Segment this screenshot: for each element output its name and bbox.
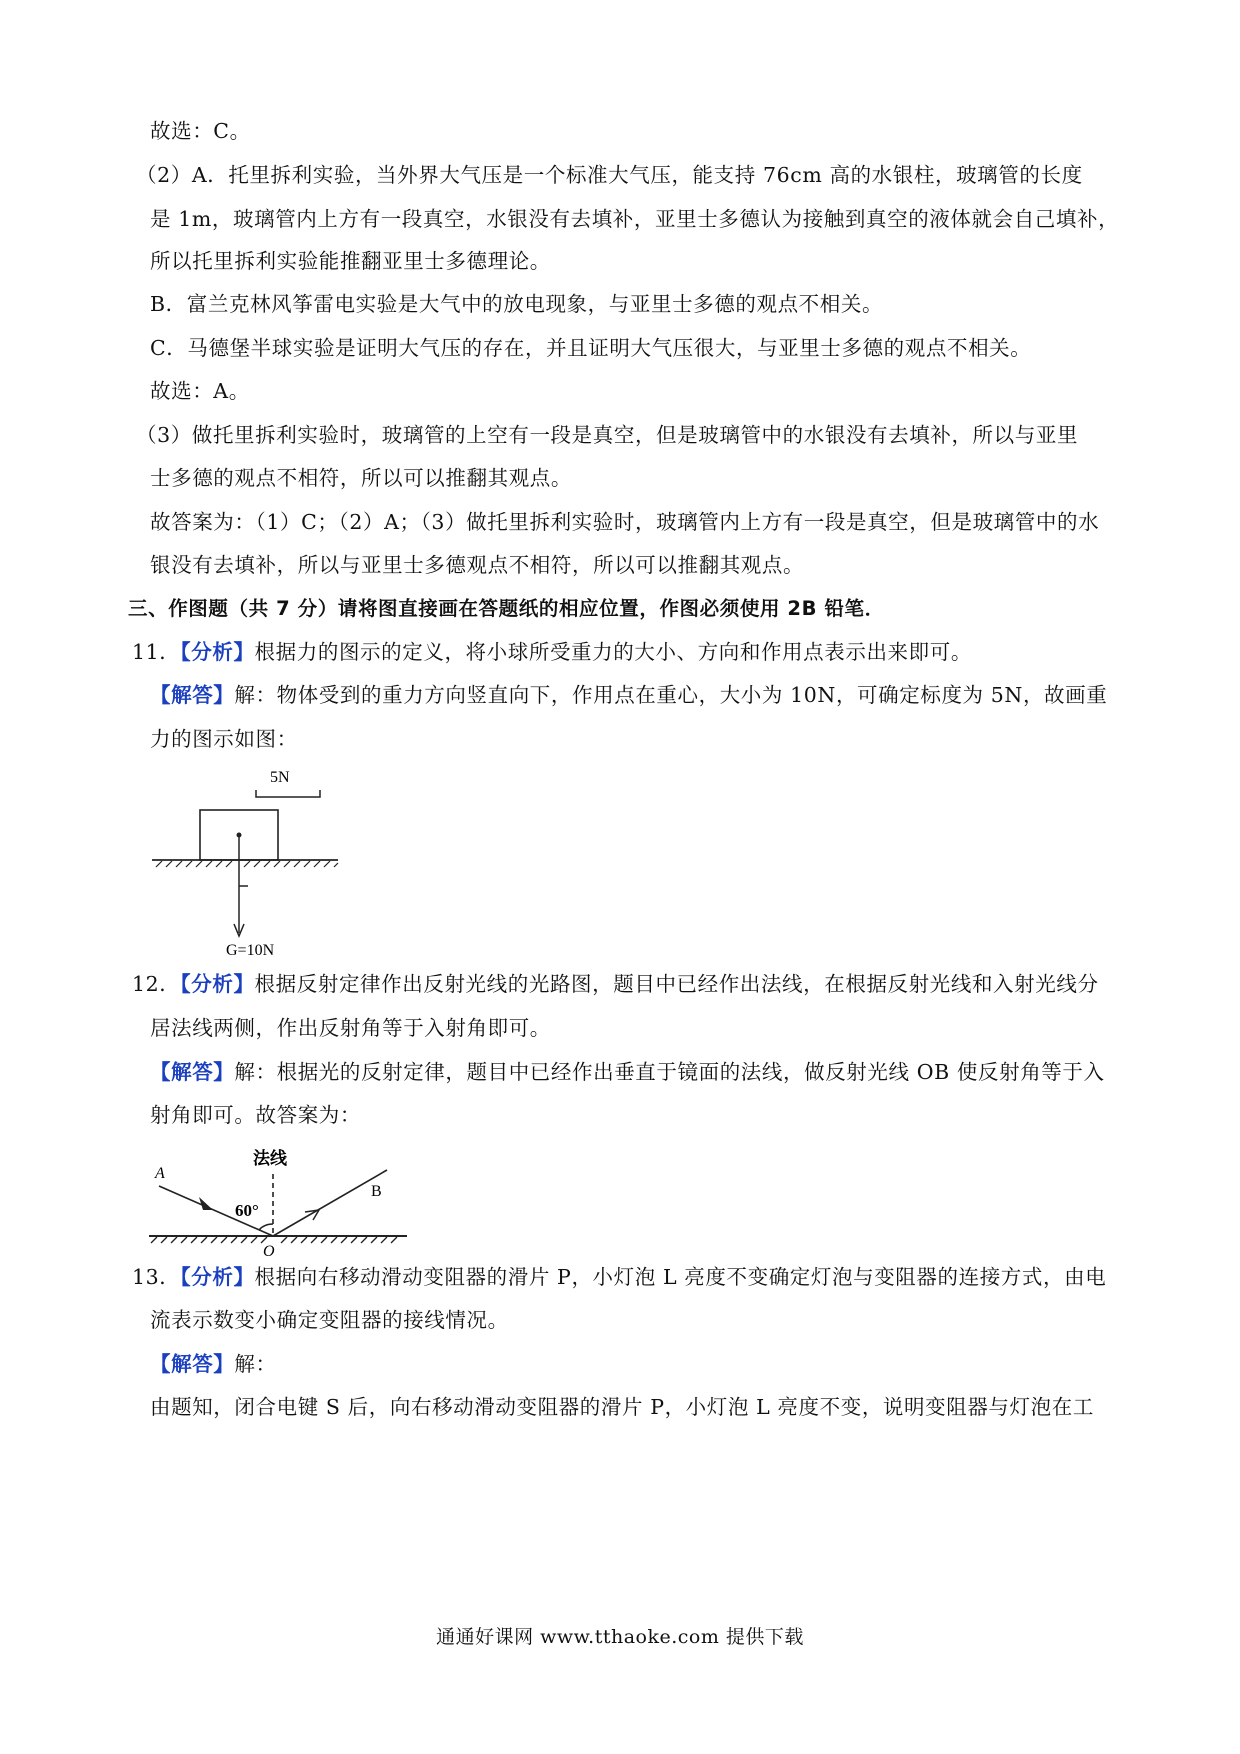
analysis-text: 根据反射定律作出反射光线的光路图，题目中已经作出法线，在根据反射光线和入射光线分 bbox=[254, 972, 1099, 996]
answer-tag: 【解答】 bbox=[150, 1352, 235, 1376]
analysis-tag: 【分析】 bbox=[180, 972, 255, 996]
arrow-incident-icon bbox=[199, 1197, 213, 1210]
force-label: G=10N bbox=[226, 942, 275, 959]
point-a-label: A bbox=[155, 1165, 165, 1182]
gravity-force-diagram bbox=[140, 768, 360, 968]
point-b-label: B bbox=[371, 1183, 382, 1200]
analysis-text: 根据力的图示的定义，将小球所受重力的大小、方向和作用点表示出来即可。 bbox=[254, 640, 972, 664]
question-number: 12． bbox=[132, 972, 181, 996]
reflected-ray bbox=[273, 1170, 387, 1236]
answer-text: 解： bbox=[234, 1352, 277, 1376]
question-13-answer bbox=[150, 1349, 277, 1379]
question-13-analysis bbox=[132, 1262, 1106, 1292]
analysis-text: 根据向右移动滑动变阻器的滑片 P，小灯泡 L 亮度不变确定灯泡与变阻器的连接方式，由电 bbox=[254, 1265, 1107, 1289]
text-line: 是 1m，玻璃管内上方有一段真空，水银没有去填补，亚里士多德认为接触到真空的液体就会自己填补， bbox=[150, 207, 1120, 231]
answer-text: 解：物体受到的重力方向竖直向下，作用点在重心，大小为 10N，可确定标度为 5N，故画重 bbox=[234, 683, 1108, 707]
angle-arc bbox=[259, 1224, 273, 1230]
question-12-answer bbox=[150, 1057, 1105, 1087]
scale-label: 5N bbox=[270, 769, 290, 786]
text-line: 射角即可。故答案为： bbox=[150, 1103, 361, 1127]
question-12-analysis bbox=[132, 969, 1099, 999]
text-line: 所以托里拆利实验能推翻亚里士多德理论。 bbox=[150, 249, 551, 273]
question-number: 13． bbox=[132, 1265, 181, 1289]
text-line: 流表示数变小确定变阻器的接线情况。 bbox=[150, 1308, 509, 1332]
text-line: 士多德的观点不相符，所以可以推翻其观点。 bbox=[150, 466, 572, 490]
text-line: 故答案为：（1）C；（2）A；（3）做托里拆利实验时，玻璃管内上方有一段是真空，但是玻璃管中的水 bbox=[150, 510, 1100, 534]
text-line: 居法线两侧，作出反射角等于入射角即可。 bbox=[150, 1016, 551, 1040]
question-11-answer bbox=[150, 680, 1107, 710]
scale-bar bbox=[256, 790, 320, 797]
text-line: 故选：A。 bbox=[150, 379, 250, 403]
page-footer: 通通好课网 www.tthaoke.com 提供下载 bbox=[436, 1626, 804, 1648]
text-line: B．富兰克林风筝雷电实验是大气中的放电现象，与亚里士多德的观点不相关。 bbox=[150, 292, 884, 316]
section-heading: 三、作图题（共 7 分）请将图直接画在答题纸的相应位置，作图必须使用 2B 铅笔． bbox=[128, 597, 885, 620]
question-number: 11． bbox=[132, 640, 181, 664]
text-line: （3）做托里拆利实验时，玻璃管的上空有一段是真空，但是玻璃管中的水银没有去填补，所以与亚里 bbox=[136, 423, 1079, 447]
angle-label: 60° bbox=[235, 1201, 259, 1220]
text-line: C．马德堡半球实验是证明大气压的存在，并且证明大气压很大，与亚里士多德的观点不相关。 bbox=[150, 336, 1032, 360]
normal-label: 法线 bbox=[253, 1149, 287, 1169]
reflection-diagram bbox=[145, 1140, 415, 1260]
text-line: 故选：C。 bbox=[150, 119, 251, 143]
analysis-tag: 【分析】 bbox=[180, 1265, 255, 1289]
text-line: （2）A．托里拆利实验，当外界大气压是一个标准大气压，能支持 76cm 高的水银柱，玻璃管的长度 bbox=[136, 163, 1083, 187]
text-line: 由题知，闭合电键 S 后，向右移动滑动变阻器的滑片 P，小灯泡 L 亮度不变，说明变阻器与灯泡在工 bbox=[150, 1395, 1094, 1419]
answer-tag: 【解答】 bbox=[150, 1060, 235, 1084]
analysis-tag: 【分析】 bbox=[180, 640, 255, 664]
ground-hatch bbox=[156, 861, 338, 867]
text-line: 银没有去填补，所以与亚里士多德观点不相符，所以可以推翻其观点。 bbox=[150, 553, 805, 577]
text-line: 力的图示如图： bbox=[150, 727, 298, 751]
point-o-label: O bbox=[263, 1243, 275, 1260]
question-11-analysis bbox=[132, 637, 972, 667]
answer-text: 解：根据光的反射定律，题目中已经作出垂直于镜面的法线，做反射光线 OB 使反射角等于入 bbox=[234, 1060, 1105, 1084]
answer-tag: 【解答】 bbox=[150, 683, 235, 707]
